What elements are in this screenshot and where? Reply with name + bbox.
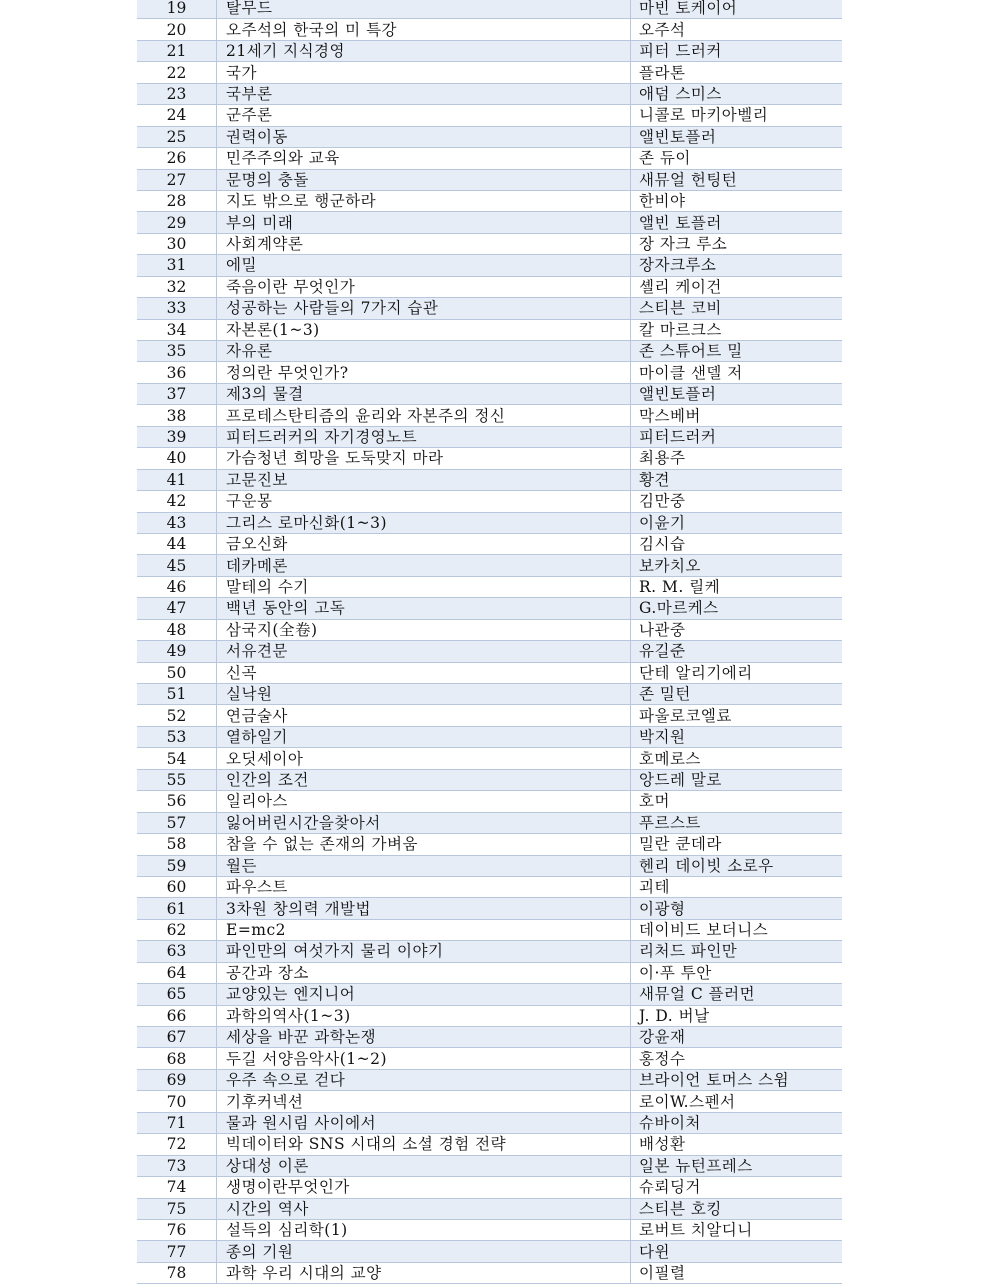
row-number-cell: 63 [137, 941, 217, 962]
row-number-cell: 58 [137, 834, 217, 855]
author-cell: 보카치오 [631, 555, 843, 576]
book-title-cell: 우주 속으로 걷다 [217, 1069, 631, 1090]
author-cell: 리처드 파인만 [631, 941, 843, 962]
row-number-cell: 74 [137, 1177, 217, 1198]
row-number-cell: 26 [137, 148, 217, 169]
author-cell: 칼 마르크스 [631, 319, 843, 340]
row-number-cell: 59 [137, 855, 217, 876]
book-title-cell: 물과 원시림 사이에서 [217, 1112, 631, 1133]
book-title-cell: 금오신화 [217, 533, 631, 554]
row-number-cell: 54 [137, 748, 217, 769]
row-number-cell: 69 [137, 1069, 217, 1090]
table-row [137, 1219, 842, 1240]
table-row [137, 319, 842, 340]
row-number-cell: 48 [137, 619, 217, 640]
book-title-cell: 문명의 충돌 [217, 169, 631, 190]
book-title-cell: 참을 수 없는 존재의 가벼움 [217, 834, 631, 855]
row-number-cell: 31 [137, 255, 217, 276]
author-cell: 앙드레 말로 [631, 769, 843, 790]
row-number-cell: 30 [137, 233, 217, 254]
author-cell: 피터 드러커 [631, 40, 843, 61]
book-title-cell: 열하일기 [217, 726, 631, 747]
author-cell: 파울로코엘료 [631, 705, 843, 726]
row-number-cell: 62 [137, 919, 217, 940]
author-cell: 로이W.스펜서 [631, 1091, 843, 1112]
row-number-cell: 27 [137, 169, 217, 190]
table-row [137, 1069, 842, 1090]
author-cell: 단테 알리기에리 [631, 662, 843, 683]
table-row [137, 276, 842, 297]
author-cell: 스티븐 코비 [631, 298, 843, 319]
author-cell: 오주석 [631, 19, 843, 40]
author-cell: 최용주 [631, 448, 843, 469]
table-row [137, 898, 842, 919]
table-row [137, 1048, 842, 1069]
table-row [137, 748, 842, 769]
table-row [137, 598, 842, 619]
book-title-cell: 군주론 [217, 105, 631, 126]
author-cell: 새뮤얼 C 플러먼 [631, 984, 843, 1005]
row-number-cell: 50 [137, 662, 217, 683]
book-title-cell: 성공하는 사람들의 7가지 습관 [217, 298, 631, 319]
author-cell: 마빈 토케이어 [631, 0, 843, 19]
table-row [137, 298, 842, 319]
author-cell: 장 자크 루소 [631, 233, 843, 254]
book-title-cell: 과학 우리 시대의 교양 [217, 1262, 631, 1283]
row-number-cell: 66 [137, 1005, 217, 1026]
author-cell: 브라이언 토머스 스윔 [631, 1069, 843, 1090]
table-row [137, 62, 842, 83]
row-number-cell: 60 [137, 876, 217, 897]
row-number-cell: 21 [137, 40, 217, 61]
table-row [137, 941, 842, 962]
author-cell: 막스베버 [631, 405, 843, 426]
author-cell: 앨빈 토플러 [631, 212, 843, 233]
author-cell: 존 듀이 [631, 148, 843, 169]
book-title-cell: 지도 밖으로 행군하라 [217, 190, 631, 211]
book-title-cell: 프로테스탄티즘의 윤리와 자본주의 정신 [217, 405, 631, 426]
author-cell: 새뮤얼 헌팅턴 [631, 169, 843, 190]
author-cell: 한비야 [631, 190, 843, 211]
book-list-body [137, 0, 842, 1284]
book-title-cell: 월든 [217, 855, 631, 876]
table-row [137, 1134, 842, 1155]
row-number-cell: 65 [137, 984, 217, 1005]
author-cell: 다윈 [631, 1241, 843, 1262]
book-title-cell: 오주석의 한국의 미 특강 [217, 19, 631, 40]
book-title-cell: 3차원 창의력 개발법 [217, 898, 631, 919]
author-cell: 밀란 쿤데라 [631, 834, 843, 855]
author-cell: 장자크루소 [631, 255, 843, 276]
book-title-cell: 21세기 지식경영 [217, 40, 631, 61]
table-row [137, 105, 842, 126]
book-title-cell: 삼국지(全卷) [217, 619, 631, 640]
table-row [137, 1027, 842, 1048]
author-cell: 존 스튜어트 밀 [631, 341, 843, 362]
book-title-cell: 말테의 수기 [217, 576, 631, 597]
row-number-cell: 52 [137, 705, 217, 726]
book-title-cell: 교양있는 엔지니어 [217, 984, 631, 1005]
book-title-cell: 세상을 바꾼 과학논쟁 [217, 1027, 631, 1048]
table-row [137, 383, 842, 404]
table-row [137, 233, 842, 254]
book-title-cell: 국가 [217, 62, 631, 83]
author-cell: 니콜로 마키아벨리 [631, 105, 843, 126]
table-row [137, 1155, 842, 1176]
row-number-cell: 73 [137, 1155, 217, 1176]
table-row [137, 1198, 842, 1219]
book-title-cell: 데카메론 [217, 555, 631, 576]
table-row [137, 684, 842, 705]
row-number-cell: 71 [137, 1112, 217, 1133]
row-number-cell: 78 [137, 1262, 217, 1283]
book-title-cell: 사회계약론 [217, 233, 631, 254]
table-row [137, 1112, 842, 1133]
table-row [137, 812, 842, 833]
table-row [137, 855, 842, 876]
row-number-cell: 20 [137, 19, 217, 40]
row-number-cell: 41 [137, 469, 217, 490]
author-cell: 김시습 [631, 533, 843, 554]
table-row [137, 1177, 842, 1198]
book-title-cell: 서유견문 [217, 641, 631, 662]
table-row [137, 726, 842, 747]
author-cell: 앨빈토플러 [631, 126, 843, 147]
author-cell: 황견 [631, 469, 843, 490]
book-title-cell: 피터드러커의 자기경영노트 [217, 426, 631, 447]
row-number-cell: 29 [137, 212, 217, 233]
book-title-cell: 인간의 조건 [217, 769, 631, 790]
table-row [137, 19, 842, 40]
table-row [137, 426, 842, 447]
book-title-cell: 민주주의와 교육 [217, 148, 631, 169]
author-cell: 마이클 샌델 저 [631, 362, 843, 383]
row-number-cell: 22 [137, 62, 217, 83]
row-number-cell: 51 [137, 684, 217, 705]
table-row [137, 834, 842, 855]
book-title-cell: 신곡 [217, 662, 631, 683]
book-title-cell: 그리스 로마신화(1~3) [217, 512, 631, 533]
book-list-table [137, 0, 842, 1284]
row-number-cell: 55 [137, 769, 217, 790]
row-number-cell: 43 [137, 512, 217, 533]
table-row [137, 984, 842, 1005]
book-title-cell: 국부론 [217, 83, 631, 104]
table-row [137, 491, 842, 512]
row-number-cell: 28 [137, 190, 217, 211]
table-row [137, 0, 842, 19]
book-title-cell: 죽음이란 무엇인가 [217, 276, 631, 297]
author-cell: 김만중 [631, 491, 843, 512]
author-cell: 박지원 [631, 726, 843, 747]
table-row [137, 876, 842, 897]
table-row [137, 619, 842, 640]
book-title-cell: E=mc2 [217, 919, 631, 940]
table-row [137, 212, 842, 233]
book-title-cell: 탈무드 [217, 0, 631, 19]
row-number-cell: 38 [137, 405, 217, 426]
row-number-cell: 39 [137, 426, 217, 447]
author-cell: 괴테 [631, 876, 843, 897]
table-row [137, 533, 842, 554]
table-row [137, 341, 842, 362]
table-row [137, 169, 842, 190]
row-number-cell: 72 [137, 1134, 217, 1155]
row-number-cell: 64 [137, 962, 217, 983]
author-cell: 일본 뉴턴프레스 [631, 1155, 843, 1176]
author-cell: 배성환 [631, 1134, 843, 1155]
author-cell: 슈바이처 [631, 1112, 843, 1133]
book-title-cell: 설득의 심리학(1) [217, 1219, 631, 1240]
row-number-cell: 77 [137, 1241, 217, 1262]
book-title-cell: 오딧세이아 [217, 748, 631, 769]
author-cell: J. D. 버날 [631, 1005, 843, 1026]
table-row [137, 126, 842, 147]
row-number-cell: 23 [137, 83, 217, 104]
book-title-cell: 고문진보 [217, 469, 631, 490]
author-cell: 푸르스트 [631, 812, 843, 833]
table-row [137, 40, 842, 61]
table-row [137, 1091, 842, 1112]
table-row [137, 83, 842, 104]
author-cell: 홍정수 [631, 1048, 843, 1069]
table-row [137, 662, 842, 683]
row-number-cell: 57 [137, 812, 217, 833]
book-title-cell: 빅데이터와 SNS 시대의 소셜 경험 전략 [217, 1134, 631, 1155]
author-cell: 스티븐 호킹 [631, 1198, 843, 1219]
book-title-cell: 파인만의 여섯가지 물리 이야기 [217, 941, 631, 962]
author-cell: 호메로스 [631, 748, 843, 769]
book-title-cell: 정의란 무엇인가? [217, 362, 631, 383]
author-cell: 앨빈토플러 [631, 383, 843, 404]
row-number-cell: 33 [137, 298, 217, 319]
author-cell: 이·푸 투안 [631, 962, 843, 983]
book-title-cell: 기후커넥션 [217, 1091, 631, 1112]
row-number-cell: 32 [137, 276, 217, 297]
table-row [137, 791, 842, 812]
row-number-cell: 24 [137, 105, 217, 126]
row-number-cell: 70 [137, 1091, 217, 1112]
row-number-cell: 61 [137, 898, 217, 919]
row-number-cell: 34 [137, 319, 217, 340]
table-row [137, 962, 842, 983]
book-title-cell: 공간과 장소 [217, 962, 631, 983]
author-cell: 슈뢰딩거 [631, 1177, 843, 1198]
row-number-cell: 45 [137, 555, 217, 576]
table-row [137, 555, 842, 576]
table-row [137, 469, 842, 490]
author-cell: G.마르케스 [631, 598, 843, 619]
author-cell: 나관중 [631, 619, 843, 640]
row-number-cell: 67 [137, 1027, 217, 1048]
row-number-cell: 75 [137, 1198, 217, 1219]
book-title-cell: 가슴청년 희망을 도둑맞지 마라 [217, 448, 631, 469]
author-cell: 호머 [631, 791, 843, 812]
row-number-cell: 49 [137, 641, 217, 662]
author-cell: 헨리 데이빗 소로우 [631, 855, 843, 876]
table-row [137, 255, 842, 276]
author-cell: 이윤기 [631, 512, 843, 533]
book-title-cell: 두길 서양음악사(1~2) [217, 1048, 631, 1069]
author-cell: 이광형 [631, 898, 843, 919]
author-cell: 셸리 케이건 [631, 276, 843, 297]
table-row [137, 148, 842, 169]
book-title-cell: 파우스트 [217, 876, 631, 897]
table-row [137, 362, 842, 383]
author-cell: 강윤재 [631, 1027, 843, 1048]
row-number-cell: 56 [137, 791, 217, 812]
book-title-cell: 상대성 이론 [217, 1155, 631, 1176]
book-title-cell: 실낙원 [217, 684, 631, 705]
row-number-cell: 76 [137, 1219, 217, 1240]
table-row [137, 512, 842, 533]
author-cell: 존 밀턴 [631, 684, 843, 705]
book-title-cell: 일리아스 [217, 791, 631, 812]
row-number-cell: 35 [137, 341, 217, 362]
book-title-cell: 자본론(1~3) [217, 319, 631, 340]
author-cell: 이필렬 [631, 1262, 843, 1283]
book-title-cell: 구운몽 [217, 491, 631, 512]
author-cell: 애덤 스미스 [631, 83, 843, 104]
row-number-cell: 37 [137, 383, 217, 404]
row-number-cell: 44 [137, 533, 217, 554]
table-row [137, 576, 842, 597]
author-cell: 유길준 [631, 641, 843, 662]
book-title-cell: 자유론 [217, 341, 631, 362]
book-title-cell: 생명이란무엇인가 [217, 1177, 631, 1198]
table-row [137, 1241, 842, 1262]
book-title-cell: 시간의 역사 [217, 1198, 631, 1219]
book-title-cell: 과학의역사(1~3) [217, 1005, 631, 1026]
row-number-cell: 47 [137, 598, 217, 619]
table-row [137, 1005, 842, 1026]
book-title-cell: 잃어버린시간을찾아서 [217, 812, 631, 833]
row-number-cell: 46 [137, 576, 217, 597]
row-number-cell: 42 [137, 491, 217, 512]
row-number-cell: 36 [137, 362, 217, 383]
book-title-cell: 권력이동 [217, 126, 631, 147]
book-title-cell: 종의 기원 [217, 1241, 631, 1262]
table-row [137, 769, 842, 790]
table-row [137, 190, 842, 211]
table-row [137, 448, 842, 469]
row-number-cell: 40 [137, 448, 217, 469]
table-row [137, 705, 842, 726]
author-cell: R. M. 릴케 [631, 576, 843, 597]
author-cell: 로버트 치알디니 [631, 1219, 843, 1240]
book-title-cell: 백년 동안의 고독 [217, 598, 631, 619]
table-row [137, 405, 842, 426]
author-cell: 데이비드 보더니스 [631, 919, 843, 940]
table-row [137, 919, 842, 940]
author-cell: 피터드러커 [631, 426, 843, 447]
book-title-cell: 부의 미래 [217, 212, 631, 233]
row-number-cell: 68 [137, 1048, 217, 1069]
table-row [137, 641, 842, 662]
row-number-cell: 19 [137, 0, 217, 19]
row-number-cell: 53 [137, 726, 217, 747]
book-title-cell: 연금술사 [217, 705, 631, 726]
author-cell: 플라톤 [631, 62, 843, 83]
book-title-cell: 제3의 물결 [217, 383, 631, 404]
book-title-cell: 에밀 [217, 255, 631, 276]
row-number-cell: 25 [137, 126, 217, 147]
